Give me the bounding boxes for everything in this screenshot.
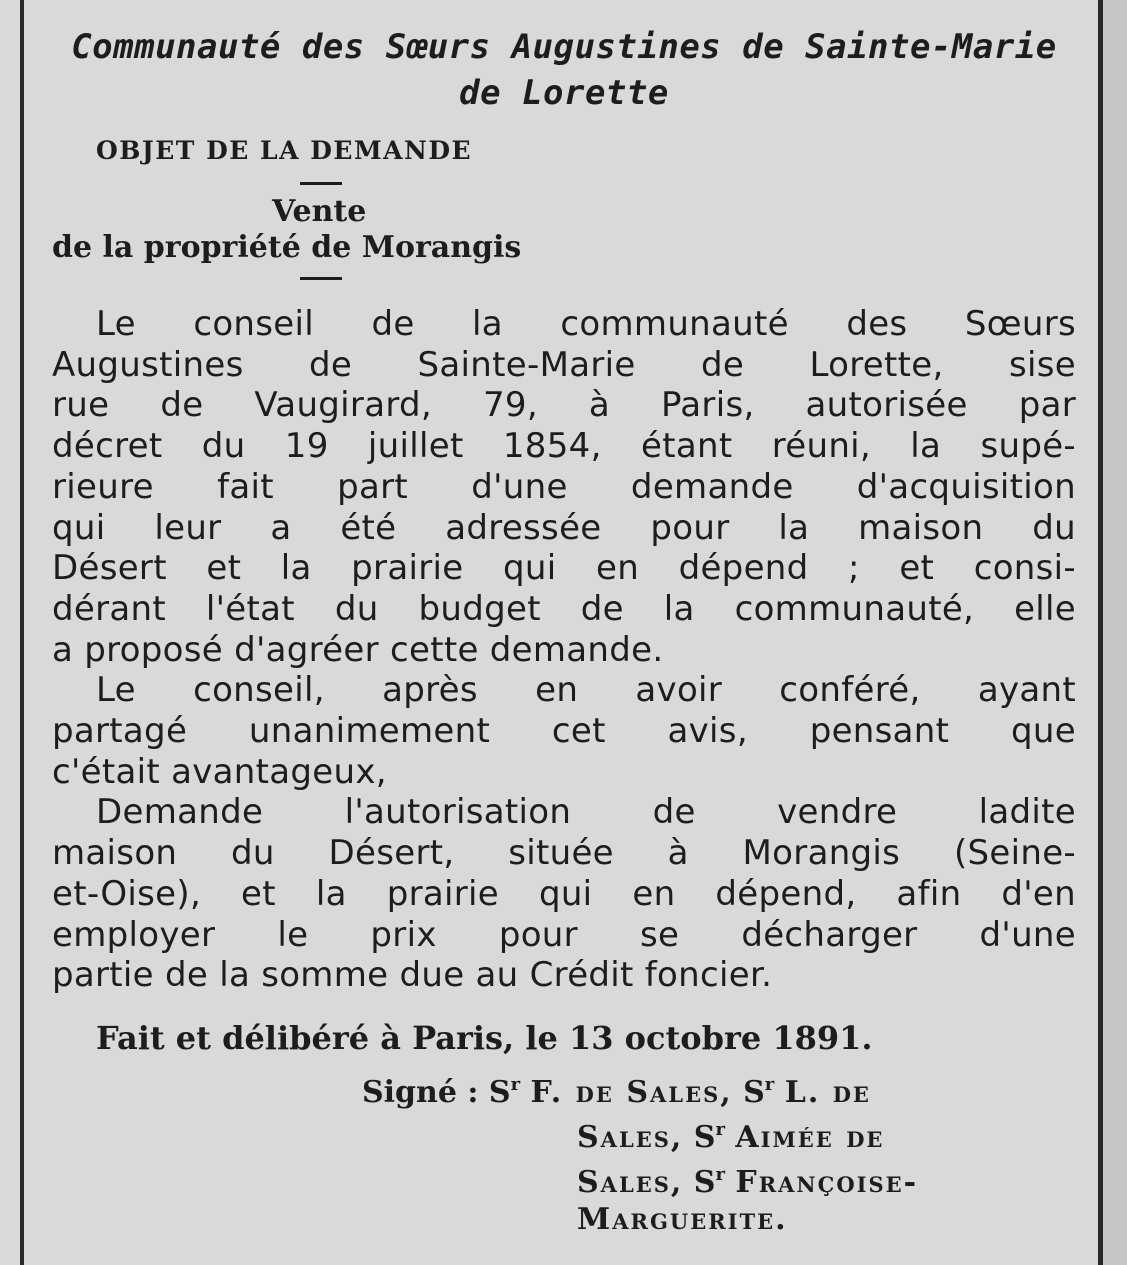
signatory-2-part-2: Sales, bbox=[577, 1119, 684, 1155]
signature-row-1: Signé : $S^r$ F. de Sales, $S^r$ L. de bbox=[362, 1073, 871, 1110]
signature-row-4 bbox=[52, 1201, 1076, 1238]
signature-row-2: Sales, $S^r$ Aimée de bbox=[577, 1118, 885, 1155]
signatory-4-part-1: Françoise- bbox=[735, 1164, 919, 1200]
sr-abbrev: r bbox=[510, 1073, 521, 1095]
article bbox=[52, 24, 1076, 1238]
heading-line-1: Communauté des Sœurs Augustines de Sainte-Marie bbox=[71, 27, 1057, 67]
text-line: employer le prix pour se décharger d'une bbox=[52, 914, 1076, 955]
separator-dash bbox=[300, 277, 342, 280]
signatory-1: F. de Sales, bbox=[530, 1074, 733, 1110]
text-line: Demande l'autorisation de vendre ladite bbox=[96, 792, 1076, 833]
sr-abbrev: r bbox=[715, 1118, 725, 1140]
text-line: Le conseil, après en avoir conféré, ayant bbox=[96, 670, 1076, 711]
sr-abbrev: r bbox=[715, 1163, 725, 1185]
text-line: maison du Désert, située à Morangis (Seine- bbox=[52, 833, 1076, 874]
objet-title: OBJET DE LA DEMANDE bbox=[96, 136, 473, 165]
signature-row-3: Sales, $S^r$ Françoise- bbox=[577, 1163, 919, 1200]
subject-line-2: de la propriété de Morangis bbox=[52, 230, 522, 265]
text-line: c'était avantageux, bbox=[52, 751, 387, 792]
signature-block bbox=[52, 1066, 1076, 1238]
paragraph-1 bbox=[52, 304, 1076, 670]
adjacent-column-edge bbox=[1103, 0, 1127, 1265]
text-line: partie de la somme due au Crédit foncier. bbox=[52, 955, 773, 996]
sr-abbrev: r bbox=[764, 1073, 775, 1095]
text-line: décret du 19 juillet 1854, étant réuni, la supé- bbox=[52, 426, 1076, 467]
paragraph-3 bbox=[52, 792, 1076, 996]
subject-line-1: Vente bbox=[272, 194, 367, 229]
text-line: et-Oise), et la prairie qui en dépend, afin d'en bbox=[52, 873, 1076, 914]
text-line: Le conseil de la communauté des Sœurs bbox=[96, 304, 1076, 344]
date-line: Fait et délibéré à Paris, le 13 octobre 1891. bbox=[96, 1018, 873, 1057]
text-line: Désert et la prairie qui en dépend ; et consi- bbox=[52, 548, 1076, 589]
text-line: rue de Vaugirard, 79, à Paris, autorisée par bbox=[52, 385, 1076, 426]
signatory-3-part-1: Aimée de bbox=[735, 1119, 885, 1155]
signatory-4-part-2: Marguerite. bbox=[577, 1201, 788, 1237]
left-column-rule bbox=[20, 0, 24, 1265]
text-line: partagé unanimement cet avis, pensant que bbox=[52, 711, 1076, 752]
signature-label: Signé : bbox=[362, 1074, 479, 1110]
text-line: rieure fait part d'une demande d'acquisition bbox=[52, 466, 1076, 507]
separator-dash bbox=[300, 182, 342, 185]
heading-line-2: de Lorette bbox=[459, 73, 669, 113]
text-line: dérant l'état du budget de la communauté, elle bbox=[52, 588, 1076, 629]
text-line: Augustines de Sainte-Marie de Lorette, sise bbox=[52, 344, 1076, 385]
paragraph-2 bbox=[52, 670, 1076, 792]
article-heading bbox=[52, 24, 1076, 116]
text-line: qui leur a été adressée pour la maison du bbox=[52, 507, 1076, 548]
signatory-3-part-2: Sales, bbox=[577, 1164, 684, 1200]
signatory-2-part-1: L. de bbox=[784, 1074, 871, 1110]
text-line: a proposé d'agréer cette demande. bbox=[52, 629, 664, 670]
